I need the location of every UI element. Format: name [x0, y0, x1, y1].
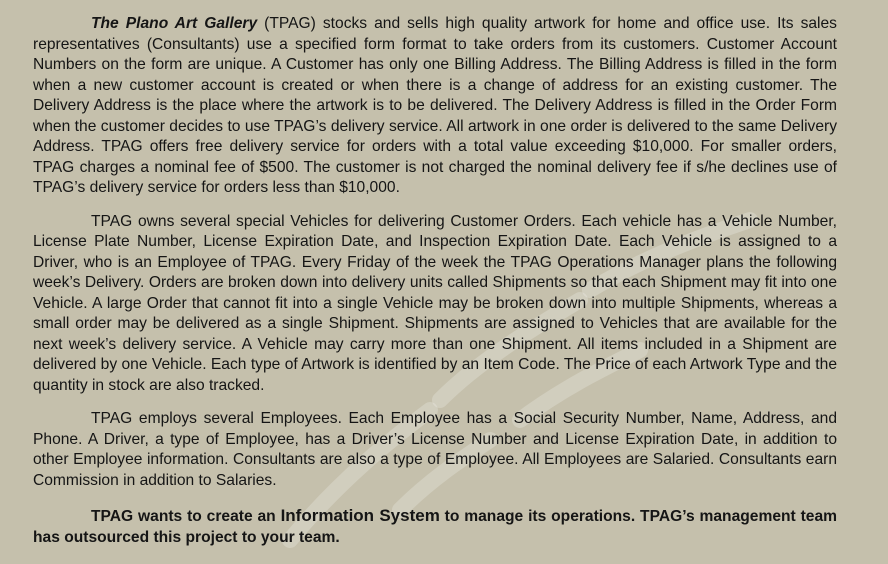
paragraph-project-emphasis: Information System — [280, 506, 440, 525]
document-body — [33, 14, 837, 561]
paragraph-project-after: to manage its operations. TPAG’s management team has outsourced this project to your team. — [33, 508, 837, 546]
paragraph-employees: TPAG employs several Employees. Each Employee has a Social Security Number, Name, Address, and Phone. A Driver, a type of Employee, has a Driver’s License Number and License Expiration Date, in addition to other Employee information. Consultants are also a type of Employee. All Employees are Salaried. Consultants earn Commission in addition to Salaries. — [33, 410, 837, 489]
paragraph-project — [33, 506, 837, 548]
paragraph-intro — [33, 14, 837, 199]
paragraph-project-before: TPAG wants to create an — [91, 508, 281, 525]
gallery-name: The Plano Art Gallery — [91, 15, 258, 32]
paragraph-vehicles: TPAG owns several special Vehicles for delivering Customer Orders. Each vehicle has a Vehicle Number, License Plate Number, License Expiration Date, and Inspection Expiration Date. Each Vehicle is assigned to a Driver, who is an Employee of TPAG. Every Friday of the week the TPAG Operations Manager plans the following week’s Delivery. Orders are broken down into delivery units called Shipments so that each Shipment may fit into one Vehicle. A large Order that cannot fit into a single Vehicle may be broken down into multiple Shipments, whereas a small order may be delivered as a single Shipment. Shipments are assigned to Vehicles that are available for the next week’s delivery service. A Vehicle may carry more than one Shipment. All items included in a Shipment are delivered by one Vehicle. Each type of Artwork is identified by an Item Code. The Price of each Artwork Type and the quantity in stock are also tracked. — [33, 212, 837, 394]
paragraph-intro-text: (TPAG) stocks and sells high quality artwork for home and office use. Its sales representatives (Consultants) use a specified form format to take orders from its customers. Customer Account Numbers on the form are unique. A Customer has only one Billing Address. The Billing Address is filled in the form when a new customer account is created or when there is a change of address for an existing customer. The Delivery Address is the place where the artwork is to be delivered. The Delivery Address is filled in the Order Form when the customer decides to use TPAG’s delivery service. All artwork in one order is delivered to the same Delivery Address. TPAG offers free delivery service for orders with a total value exceeding $10,000. For smaller orders, TPAG charges a nominal fee of $500. The customer is not charged the nominal delivery fee if s/he declines use of TPAG’s delivery service for orders less than $10,000. — [33, 15, 837, 196]
